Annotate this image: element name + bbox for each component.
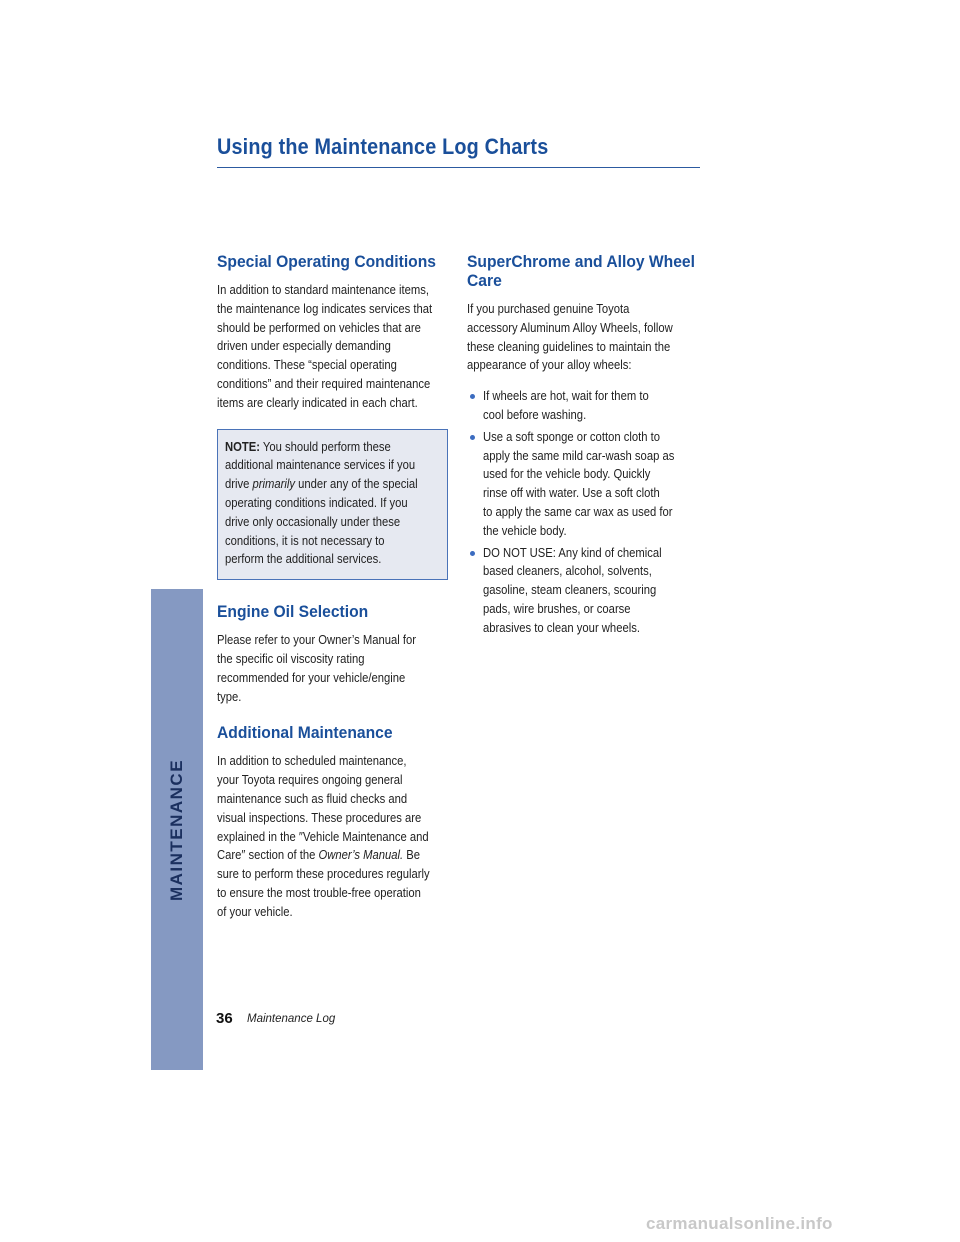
right-column (467, 252, 699, 641)
wheel-care-heading: SuperChrome and Alloy Wheel Care (467, 252, 695, 290)
wheel-care-section (467, 252, 699, 638)
note-label: NOTE: (225, 439, 261, 454)
list-item: If wheels are hot, wait for them to cool before washing. (467, 387, 699, 425)
bullet-dot-icon (470, 435, 475, 440)
bullet-dot-icon (470, 551, 475, 556)
footer-label: Maintenance Log (247, 1013, 336, 1025)
emphasis-primarily: primarily (252, 477, 296, 492)
list-item: Use a soft sponge or cotton cloth to apply the same mild car-wash soap as used for the vehicle body. Quickly rinse off with water. Use a soft cloth to apply the same car wax as used for the vehicle body. (467, 428, 699, 541)
additional-maintenance-section (217, 723, 449, 921)
wheel-care-intro: If you purchased genuine Toyota accessory Aluminum Alloy Wheels, follow these cleaning guidelines to maintain the appearance of your alloy wheels: (467, 302, 673, 373)
additional-maintenance-heading: Additional Maintenance (217, 723, 393, 743)
left-column (217, 252, 449, 922)
engine-oil-selection-heading: Engine Oil Selection (217, 602, 369, 622)
wheel-care-bullet-list (467, 387, 699, 637)
note-box (217, 429, 448, 581)
title-divider (217, 167, 700, 168)
bullet-dot-icon (470, 394, 475, 399)
special-operating-conditions-text: In addition to standard maintenance items, the maintenance log indicates services that should be performed on vehicles that are driven under especially demanding conditions. These “special operating conditions” and their required maintenance items are clearly indicated in each chart. (217, 283, 433, 410)
additional-maintenance-text: In addition to scheduled maintenance, your Toyota requires ongoing general maintenance such as fluid checks and visual inspections. These procedures are explained in the ″Vehicle Maintenance and Care″ section of the Owner’s Manual. Be sure to perform these procedures regularly to ensure the most trouble-free operation of your vehicle. (217, 754, 430, 919)
special-operating-conditions-section (217, 252, 449, 413)
side-tab-label: MAINTENANCE (167, 758, 186, 902)
page-number: 36 (216, 1010, 233, 1027)
emphasis-owners-manual: Owner’s Manual. (318, 848, 404, 863)
special-operating-conditions-heading: Special Operating Conditions (217, 252, 436, 271)
watermark: carmanualsonline.info (646, 1214, 833, 1233)
engine-oil-selection-section (217, 602, 449, 706)
note-text: NOTE: You should perform these additional maintenance services if you drive primarily under any of the special operating conditions indicated. If you drive only occasionally under these conditions, it is not necessary to perform the additional services. (225, 439, 418, 567)
engine-oil-selection-text: Please refer to your Owner’s Manual for the specific oil viscosity rating recommended for your vehicle/engine type. (217, 633, 417, 704)
page-title: Using the Maintenance Log Charts (217, 134, 549, 159)
list-item: DO NOT USE: Any kind of chemical based cleaners, alcohol, solvents, gasoline, steam cleaners, scouring pads, wire brushes, or coarse abrasives to clean your wheels. (467, 544, 699, 638)
